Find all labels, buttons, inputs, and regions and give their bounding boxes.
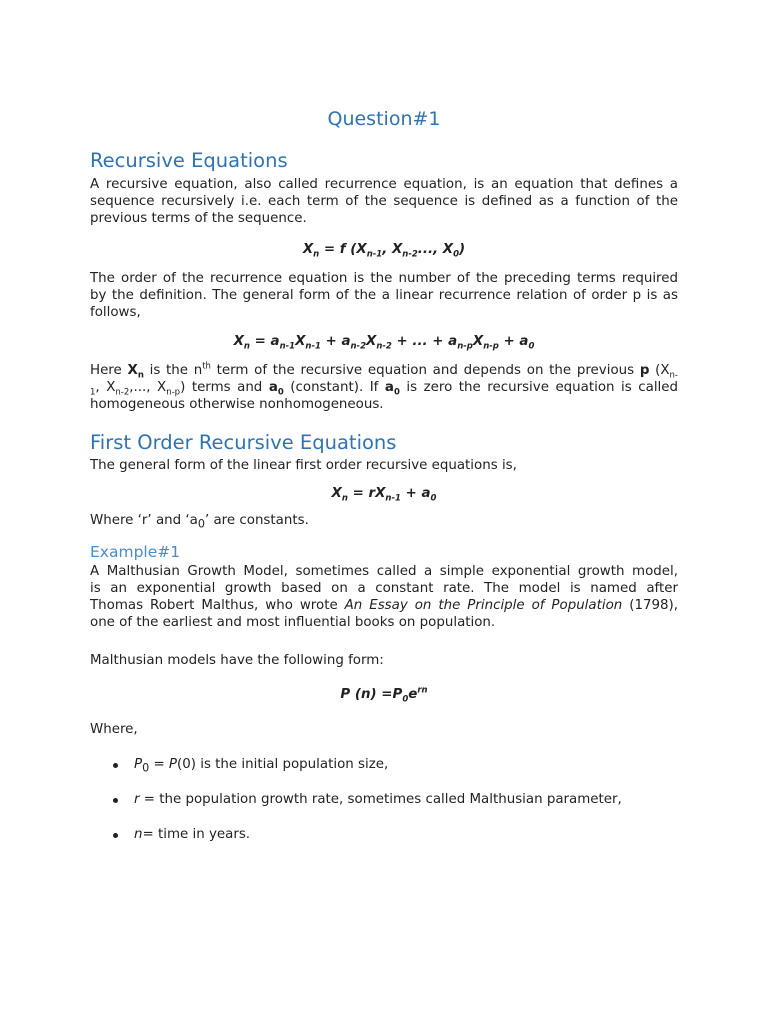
eq-term: , X <box>382 242 403 257</box>
text-line <box>90 362 678 379</box>
order-paragraph <box>90 270 678 321</box>
heading-first-order: First Order Recursive Equations <box>90 431 397 454</box>
equation-malthusian <box>90 685 678 705</box>
eq-term: ..., X <box>417 242 454 257</box>
text-line: The order of the recurrence equation is the number of the preceding terms required <box>90 271 678 286</box>
bold-term: X <box>127 363 138 378</box>
text-line: previous terms of the sequence. <box>90 211 307 226</box>
text-run: is zero the recursive equation is called <box>399 380 678 395</box>
where-label: Where, <box>90 722 138 737</box>
eq-term: X <box>295 334 306 349</box>
text-line: follows, <box>90 305 141 320</box>
subscript: n- <box>669 370 679 381</box>
question-title: Question#1 <box>327 108 441 130</box>
heading-recursive-equations: Recursive Equations <box>90 149 288 172</box>
eq-term: X <box>302 242 314 257</box>
eq-term: e <box>408 687 418 702</box>
eq-term: = f (X <box>319 242 367 257</box>
bullet-icon <box>113 763 118 768</box>
eq-subscript: n-1 <box>279 341 296 352</box>
text-run: = the population growth rate, sometimes called Malthusian parameter, <box>139 792 622 807</box>
bold-term: a <box>268 380 278 395</box>
text-run: term of the recursive equation and depends on the previous <box>210 363 640 378</box>
eq-subscript: 0 <box>528 341 535 352</box>
eq-term: = a <box>249 334 280 349</box>
text-run: ) terms and <box>180 380 269 395</box>
eq-subscript: n-2 <box>350 341 366 352</box>
bullet-icon <box>113 833 118 838</box>
text-run: (0) is the initial population size, <box>177 757 389 772</box>
bold-subscript: n <box>137 370 144 381</box>
text-line: by the definition. The general form of the a linear recurrence relation of order p is as <box>90 288 678 303</box>
variable: r <box>134 792 140 807</box>
variable-definitions-list <box>90 757 622 862</box>
eq-term: X <box>233 334 244 349</box>
eq-subscript: n-p <box>457 341 473 352</box>
text-run: Thomas Robert Malthus, who wrote <box>90 598 345 613</box>
text-run: , X <box>95 380 116 395</box>
equation-general-recursive <box>90 242 678 260</box>
subscript: n-p <box>166 387 181 398</box>
eq-subscript: 0 <box>430 493 437 504</box>
eq-term: P (n) =P <box>340 687 403 702</box>
eq-term: X <box>366 334 377 349</box>
eq-subscript: n <box>313 249 320 260</box>
book-title: An Essay on the Principle of Population <box>344 598 623 613</box>
text-line: homogeneous otherwise nonhomogeneous. <box>90 397 384 412</box>
eq-subscript: n <box>243 341 250 352</box>
malthusian-paragraph <box>90 563 678 631</box>
eq-term: X <box>331 486 342 501</box>
list-item <box>90 757 622 792</box>
eq-term: = rX <box>347 486 386 501</box>
text-run: is the n <box>143 363 203 378</box>
bold-term: p <box>639 363 650 378</box>
subscript: 0 <box>197 517 205 531</box>
text-line: A Malthusian Growth Model, sometimes called a simple exponential growth model, <box>90 564 678 579</box>
heading-example-1: Example#1 <box>90 543 181 561</box>
equation-linear-recurrence <box>90 334 678 352</box>
first-order-intro: The general form of the linear first order recursive equations is, <box>90 458 517 473</box>
text-run: Here <box>90 363 128 378</box>
eq-subscript: n <box>341 493 348 504</box>
text-line: A recursive equation, also called recurrence equation, is an equation that defines a <box>90 177 678 192</box>
text-run: (X <box>649 363 670 378</box>
superscript: th <box>202 361 211 372</box>
eq-term: + ... + a <box>391 334 458 349</box>
eq-superscript: rn <box>417 685 428 696</box>
eq-subscript: 0 <box>453 249 460 260</box>
malthusian-form-intro: Malthusian models have the following form: <box>90 653 384 668</box>
bold-term: a <box>384 380 394 395</box>
subscript: 1 <box>90 387 96 398</box>
eq-term: ) <box>459 242 466 257</box>
eq-subscript: 0 <box>402 694 409 705</box>
text-run: (constant). If <box>283 380 385 395</box>
text-run: (1798), <box>622 598 678 613</box>
text-line <box>90 597 678 614</box>
list-item <box>90 792 622 827</box>
constants-note <box>90 513 309 531</box>
variable: P <box>168 757 177 772</box>
eq-term: + a <box>400 486 431 501</box>
text-run: = time in years. <box>142 827 251 842</box>
list-item <box>90 827 622 862</box>
eq-term: X <box>472 334 484 349</box>
eq-subscript: n-1 <box>305 341 321 352</box>
eq-subscript: n-2 <box>376 341 392 352</box>
variable: P <box>134 757 143 772</box>
eq-subscript: n-2 <box>402 249 418 260</box>
text-run: = <box>149 757 169 772</box>
text-line: sequence recursively i.e. each term of the sequence is defined as a function of the <box>90 194 678 209</box>
variable: n <box>134 827 143 842</box>
text-line: one of the earliest and most influential books on population. <box>90 615 496 630</box>
equation-first-order <box>90 486 678 504</box>
text-run: Where ‘r’ and ‘a <box>90 513 198 528</box>
recursive-intro-paragraph <box>90 176 678 227</box>
bold-subscript: 0 <box>393 387 400 398</box>
text-line <box>90 379 678 396</box>
subscript: n-2 <box>115 387 130 398</box>
text-run: ’ are constants. <box>204 513 309 528</box>
eq-subscript: n-p <box>483 341 499 352</box>
bold-subscript: 0 <box>277 387 284 398</box>
eq-subscript: n-1 <box>366 249 383 260</box>
eq-term: + a <box>498 334 529 349</box>
subscript: 0 <box>142 761 150 775</box>
text-run: ,..., X <box>129 380 167 395</box>
eq-subscript: n-1 <box>385 493 401 504</box>
text-line: is an exponential growth based on a constant rate. The model is named after <box>90 581 678 596</box>
bullet-icon <box>113 798 118 803</box>
eq-term: + a <box>320 334 351 349</box>
here-paragraph <box>90 362 678 413</box>
